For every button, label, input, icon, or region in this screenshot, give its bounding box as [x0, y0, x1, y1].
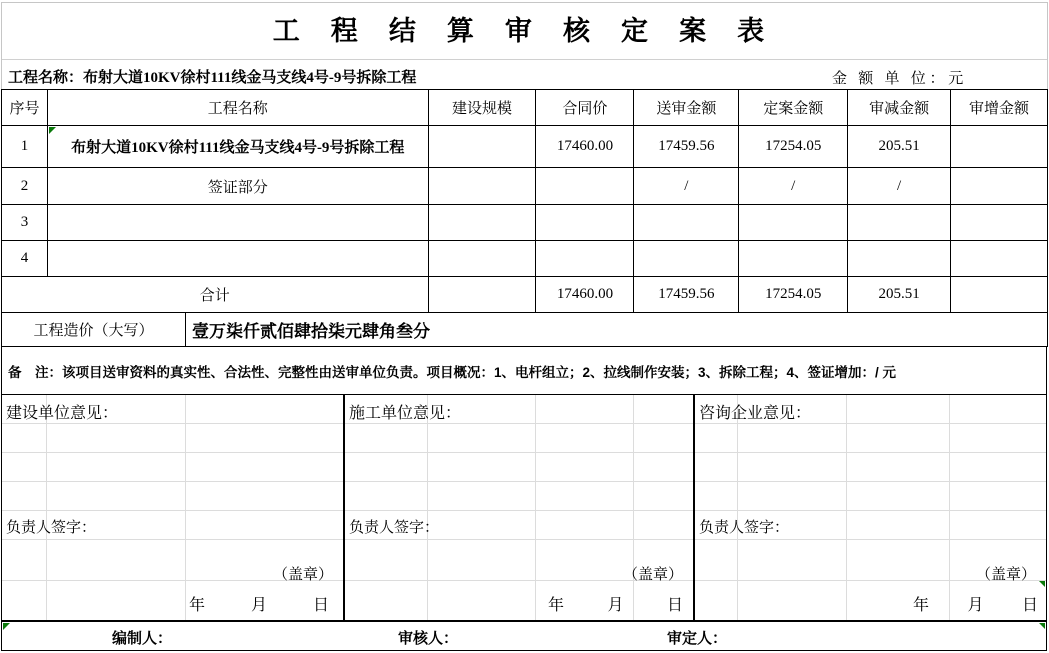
year-label: 年: [913, 597, 930, 614]
cell-seq: 3: [2, 205, 48, 241]
date-line: [548, 592, 683, 615]
cell-increased: [951, 168, 1048, 205]
table-total-row: [2, 277, 1048, 313]
signer-label: 负责人签字：: [6, 520, 97, 536]
total-contract: 17460.00: [536, 277, 634, 313]
total-scale: [429, 277, 537, 313]
total-finalized: 17254.05: [739, 277, 848, 313]
amount-in-words-row: [1, 313, 1048, 347]
header-project: 工程名称: [48, 90, 429, 126]
cell-submitted: 17459.56: [634, 126, 739, 168]
opinion-construction-unit: [2, 395, 345, 620]
project-name-line: 工程名称：布射大道10KV徐村111线金马支线4号-9号拆除工程: [8, 70, 417, 86]
cell-seq: 4: [2, 241, 48, 277]
date-line: [189, 592, 329, 615]
cell-contract: 17460.00: [536, 126, 634, 168]
seal-label: （盖章）: [622, 567, 683, 583]
footer-row: [1, 620, 1047, 651]
opinions-section: [1, 395, 1047, 620]
cell-increased: [951, 126, 1048, 168]
cell-project-name: [48, 205, 429, 241]
month-label: 月: [607, 597, 624, 614]
title-block: [1, 2, 1048, 90]
opinion-title: 咨询企业意见：: [699, 405, 812, 422]
total-submitted: 17459.56: [634, 277, 739, 313]
opinion-consulting-firm: [695, 395, 1046, 620]
day-label: 日: [1021, 597, 1038, 614]
cell-contract: [536, 205, 634, 241]
year-label: 年: [548, 597, 565, 614]
seal-label: （盖章）: [975, 567, 1036, 583]
month-label: 月: [250, 597, 267, 614]
cell-submitted: [634, 241, 739, 277]
day-label: 日: [312, 597, 329, 614]
cell-scale: [429, 126, 537, 168]
settlement-table: [1, 89, 1048, 313]
opinion-title: 施工单位意见：: [349, 405, 462, 422]
opinion-contractor-unit: [345, 395, 695, 620]
amount-in-words-value: 壹万柒仟贰佰肆拾柒元肆角叁分: [186, 313, 1048, 347]
cell-seq: 1: [2, 126, 48, 168]
signer-label: 负责人签字：: [349, 520, 440, 536]
year-label: 年: [189, 597, 206, 614]
amount-unit-label: 金 额 单 位：元: [831, 71, 967, 87]
cell-finalized: [739, 205, 848, 241]
comment-triangle-icon: [1039, 581, 1045, 587]
cell-increased: [951, 241, 1048, 277]
header-submitted: 送审金额: [634, 90, 739, 126]
cell-contract: [536, 241, 634, 277]
table-header-row: [2, 90, 1048, 126]
page-title: 工 程 结 算 审 核 定 案 表: [272, 16, 777, 46]
table-row: [2, 126, 1048, 168]
cell-finalized: 17254.05: [739, 126, 848, 168]
comment-triangle-icon: [3, 623, 10, 630]
preparer-label: 编制人：: [112, 631, 173, 647]
total-increased: [951, 277, 1048, 313]
cell-project-name: [48, 241, 429, 277]
signer-label: 负责人签字：: [699, 520, 790, 536]
header-increased: 审增金额: [951, 90, 1048, 126]
header-reduced: 审减金额: [848, 90, 951, 126]
amount-in-words-label: 工程造价（大写）: [2, 313, 186, 347]
cell-seq: 2: [2, 168, 48, 205]
comment-triangle-icon: [1039, 623, 1045, 629]
title-divider: [2, 59, 1047, 60]
header-seq: 序号: [2, 90, 48, 126]
table-row: [2, 241, 1048, 277]
cell-scale: [429, 241, 537, 277]
cell-scale: [429, 168, 537, 205]
note-row: 备 注：该项目送审资料的真实性、合法性、完整性由送审单位负责。项目概况：1、电杆组立；2、拉线制作安装；3、拆除工程；4、签证增加：/ 元: [1, 347, 1047, 395]
seal-label: （盖章）: [272, 567, 333, 583]
opinion-title: 建设单位意见：: [6, 405, 119, 422]
table-row: [2, 205, 1048, 241]
header-scale: 建设规模: [429, 90, 537, 126]
day-label: 日: [666, 597, 683, 614]
header-finalized: 定案金额: [739, 90, 848, 126]
table-row: [2, 168, 1048, 205]
cell-project-name: [48, 126, 429, 168]
header-contract: 合同价: [536, 90, 634, 126]
cell-reduced: [848, 205, 951, 241]
cell-submitted: /: [634, 168, 739, 205]
cell-finalized: /: [739, 168, 848, 205]
date-line: [913, 592, 1038, 615]
cell-contract: [536, 168, 634, 205]
cell-reduced: /: [848, 168, 951, 205]
total-reduced: 205.51: [848, 277, 951, 313]
reviewer-label: 审核人：: [398, 631, 459, 647]
comment-triangle-icon: [49, 127, 56, 134]
cell-reduced: [848, 241, 951, 277]
cell-scale: [429, 205, 537, 241]
cell-project-name: 签证部分: [48, 168, 429, 205]
approver-label: 审定人：: [667, 631, 728, 647]
cell-finalized: [739, 241, 848, 277]
cell-increased: [951, 205, 1048, 241]
cell-reduced: 205.51: [848, 126, 951, 168]
cell-submitted: [634, 205, 739, 241]
month-label: 月: [967, 597, 984, 614]
cell-project-name-text: 布射大道10KV徐村111线金马支线4号-9号拆除工程: [71, 140, 405, 156]
total-label: 合计: [2, 277, 429, 313]
